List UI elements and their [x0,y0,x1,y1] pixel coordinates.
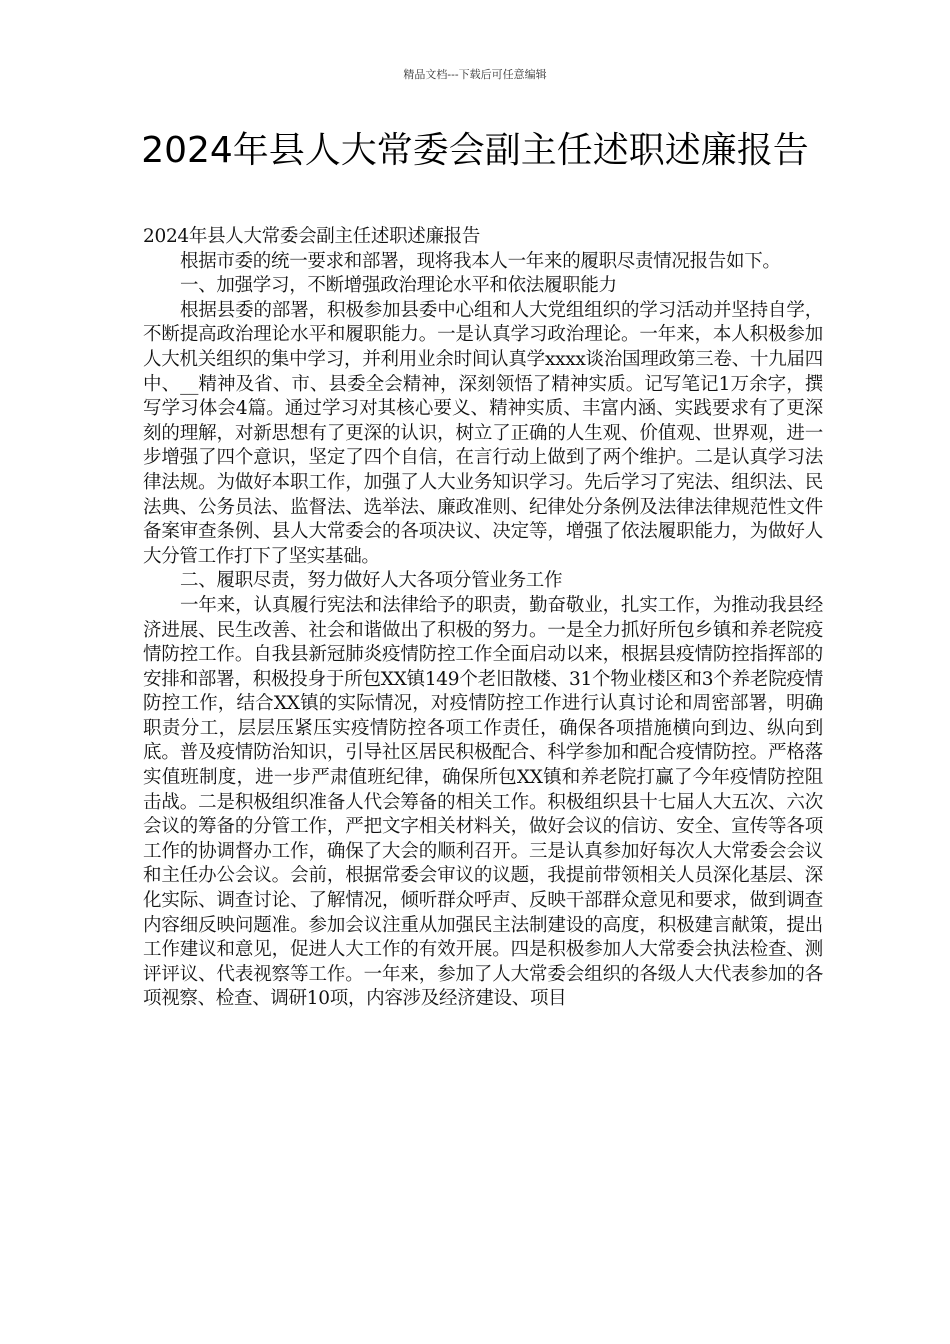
document-title: 2024年县人大常委会副主任述职述廉报告 [141,130,809,171]
paragraph-intro: 根据市委的统一要求和部署，现将我本人一年来的履职尽责情况报告如下。 [180,250,781,272]
section-heading-1: 一、加强学习，不断增强政治理论水平和依法履职能力 [180,275,617,297]
paragraph-subtitle: 2024年县人大常委会副主任述职述廉报告 [143,226,481,247]
page-header: 精品文档---下载后可任意编辑 [403,68,547,81]
document-body [143,225,823,1012]
section-heading-2: 二、履职尽责，努力做好人大各项分管业务工作 [180,570,563,592]
paragraph-section-2: 一年来，认真履行宪法和法律给予的职责，勤奋敬业，扎实工作，为推动我县经济进展、民生改善、社会和谐做出了积极的努力。一是全力抓好所包乡镇和养老院疫情防控工作。自我县新冠肺炎疫情防控工作全面启动以来，根据县疫情防控指挥部的安排和部署，积极投身于所包XX镇149个老旧散楼、31个物业楼区和3个养老院疫情防控工作，结合XX镇的实际情况，对疫情防控工作进行认真讨论和周密部署，明确职责分工，层层压紧压实疫情防控各项工作责任，确保各项措施横向到边、纵向到底。普及疫情防治知识，引导社区居民积极配合、科学参加和配合疫情防控。严格落实值班制度，进一步严肃值班纪律，确保所包XX镇和养老院打赢了今年疫情防控阻击战。二是积极组织准备人代会筹备的相关工作。积极组织县十七届人大五次、六次会议的筹备的分管工作，严把文字相关材料关，做好会议的信访、安全、宣传等各项工作的协调督办工作，确保了大会的顺利召开。三是认真参加好每次人大常委会会议和主任办公会议。会前，根据常委会审议的议题，我提前带领相关人员深化基层、深化实际、调查讨论、了解情况，倾听群众呼声、反映干部群众意见和要求，做到调查内容细反映问题准。参加会议注重从加强民主法制建设的高度，积极建言献策，提出工作建议和意见，促进人大工作的有效开展。四是积极参加人大常委会执法检查、测评评议、代表视察等工作。一年来，参加了人大常委会组织的各级人大代表参加的各项视察、检查、调研10项，内容涉及经济建设、项目 [143,594,823,1010]
paragraph-section-1: 根据县委的部署，积极参加县委中心组和人大党组组织的学习活动并坚持自学，不断提高政治理论水平和履职能力。一是认真学习政治理论。一年来，本人积极参加人大机关组织的集中学习，并利用业余时间认真学xxxx谈治国理政第三卷、十九届四中、__精神及省、市、县委全会精神，深刻领悟了精神实质。记写笔记1万余字，撰写学习体会4篇。通过学习对其核心要义、精神实质、丰富内涵、实践要求有了更深刻的理解，对新思想有了更深的认识，树立了正确的人生观、价值观、世界观，进一步增强了四个意识，坚定了四个自信，在言行动上做到了两个维护。二是认真学习法律法规。为做好本职工作，加强了人大业务知识学习。先后学习了宪法、组织法、民法典、公务员法、监督法、选举法、廉政准则、纪律处分条例及法律法律规范性文件备案审查条例、县人大常委会的各项决议、决定等，增强了依法履职能力，为做好人大分管工作打下了坚实基础。 [143,299,823,567]
